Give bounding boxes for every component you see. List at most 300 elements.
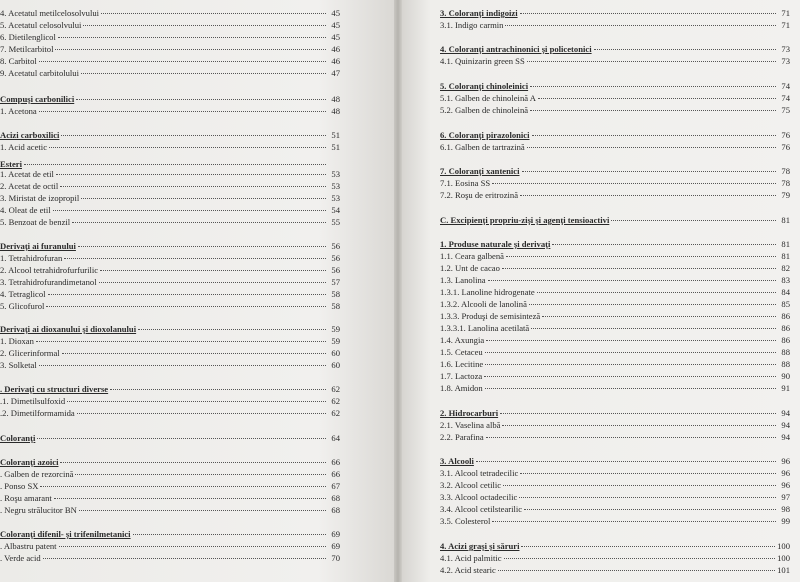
toc-entry (440, 323, 790, 334)
toc-leader-dots (505, 25, 776, 26)
toc-page-number: 56 (331, 253, 340, 263)
toc-leader-dots (504, 558, 776, 559)
toc-leader-dots (500, 413, 776, 414)
right-page (398, 0, 800, 582)
toc-entry (0, 469, 340, 480)
toc-entry-title: 3. Miristat de izopropil (0, 193, 80, 203)
toc-entry (0, 142, 340, 153)
toc-entry-title: .2. Dimetilformamida (0, 408, 75, 418)
toc-leader-dots (24, 164, 326, 165)
toc-page-number: 81 (781, 239, 790, 249)
toc-page-number: 79 (781, 190, 790, 200)
toc-entry (440, 56, 790, 67)
toc-entry-title: . Ponso SX (0, 481, 39, 491)
toc-leader-dots (39, 111, 326, 112)
toc-heading (0, 529, 340, 540)
toc-entry-title: . Derivaţi cu structuri diverse (0, 384, 109, 394)
toc-heading (440, 8, 790, 19)
toc-page-number: 64 (331, 433, 340, 443)
toc-entry-title: . Negru strălucitor BN (0, 505, 77, 515)
toc-page-number: 62 (331, 396, 340, 406)
toc-leader-dots (521, 546, 775, 547)
toc-leader-dots (527, 61, 776, 62)
toc-entry-title: 5. Coloranţi chinoleinici (440, 81, 529, 91)
toc-page-number: 73 (781, 56, 790, 66)
toc-entry-title: Esteri (0, 159, 22, 169)
toc-entry-title: 1.2. Unt de cacao (440, 263, 500, 273)
toc-leader-dots (110, 389, 326, 390)
toc-page-number: 55 (331, 217, 340, 227)
toc-page-number: 51 (331, 130, 340, 140)
toc-leader-dots (476, 461, 776, 462)
toc-page-number: 94 (781, 420, 790, 430)
toc-leader-dots (524, 509, 776, 510)
toc-leader-dots (79, 510, 326, 511)
toc-page-number: 97 (781, 492, 790, 502)
toc-leader-dots (529, 304, 776, 305)
toc-page-number: 45 (331, 32, 340, 42)
toc-entry (0, 481, 340, 492)
toc-entry (0, 336, 340, 347)
toc-page-number: 53 (331, 181, 340, 191)
toc-entry-title: 6.1. Galben de tartrazină (440, 142, 525, 152)
toc-leader-dots (49, 147, 326, 148)
toc-entry-title: 6. Coloranţi pirazolonici (440, 130, 530, 140)
toc-leader-dots (56, 174, 326, 175)
toc-leader-dots (81, 198, 326, 199)
toc-page-number: 98 (781, 504, 790, 514)
toc-heading (0, 433, 340, 444)
toc-entry (440, 287, 790, 298)
toc-page-number: 99 (781, 516, 790, 526)
toc-entry-title: 1. Acetat de etil (0, 169, 54, 179)
toc-page-number: 59 (331, 324, 340, 334)
toc-leader-dots (133, 534, 326, 535)
toc-page-number: 78 (781, 166, 790, 176)
toc-entry (440, 347, 790, 358)
toc-leader-dots (611, 220, 776, 221)
toc-entry-title: 3.5. Colesterol (440, 516, 491, 526)
toc-page-number: 56 (331, 265, 340, 275)
toc-page-number: 86 (781, 335, 790, 345)
toc-leader-dots (60, 462, 326, 463)
toc-page-number: 73 (781, 44, 790, 54)
toc-entry (0, 169, 340, 180)
toc-entry (440, 383, 790, 394)
toc-entry-title: 1.3.2. Alcooli de lanolină (440, 299, 527, 309)
toc-entry-title: Coloranţi difenil- şi trifenilmetanici (0, 529, 131, 539)
toc-page-number: 60 (331, 348, 340, 358)
left-page (0, 0, 398, 582)
toc-heading (440, 81, 790, 92)
toc-heading (0, 241, 340, 252)
toc-leader-dots (594, 49, 776, 50)
toc-leader-dots (492, 183, 776, 184)
toc-leader-dots (520, 473, 776, 474)
toc-entry-title: 3.3. Alcool octadecilic (440, 492, 518, 502)
toc-heading (0, 384, 340, 395)
toc-leader-dots (83, 25, 326, 26)
toc-entry-title: 1.5. Cetaceu (440, 347, 483, 357)
toc-entry-title: 1. Produse naturale şi derivaţi (440, 239, 551, 249)
toc-leader-dots (37, 438, 326, 439)
toc-leader-dots (64, 258, 326, 259)
toc-page-number: 58 (331, 301, 340, 311)
toc-page-number: 45 (331, 8, 340, 18)
toc-leader-dots (48, 294, 326, 295)
toc-entry (440, 93, 790, 104)
toc-leader-dots (81, 73, 326, 74)
toc-entry (440, 359, 790, 370)
toc-entry (0, 505, 340, 516)
toc-entry (0, 348, 340, 359)
toc-leader-dots (522, 171, 777, 172)
toc-entry-title: 4.1. Quinizarin green SS (440, 56, 525, 66)
toc-entry (0, 32, 340, 43)
toc-page-number: 56 (331, 241, 340, 251)
toc-entry-title: 1. Acid acetic (0, 142, 48, 152)
toc-entry-title: 4. Acizi graşi şi săruri (440, 541, 520, 551)
toc-entry-title: Coloranţi (0, 433, 36, 443)
toc-entry-title: 5. Glicofurol (0, 301, 45, 311)
toc-entry (440, 275, 790, 286)
toc-leader-dots (67, 401, 326, 402)
toc-entry (440, 263, 790, 274)
toc-leader-dots (502, 425, 776, 426)
toc-entry-title: 2. Hidrocarburi (440, 408, 499, 418)
toc-page-number: 71 (781, 8, 790, 18)
toc-entry-title: 4.2. Acid stearic (440, 565, 496, 575)
toc-entry (440, 468, 790, 479)
toc-entry (440, 190, 790, 201)
toc-page-number: 62 (331, 384, 340, 394)
toc-entry (0, 493, 340, 504)
toc-page-number: 83 (781, 275, 790, 285)
toc-entry-title: 1. Acetona (0, 106, 37, 116)
toc-entry (440, 335, 790, 346)
toc-entry (0, 217, 340, 228)
toc-entry-title: . Verde acid (0, 553, 41, 563)
toc-entry-title: 7.1. Eosina SS (440, 178, 491, 188)
toc-leader-dots (498, 570, 775, 571)
toc-entry (0, 541, 340, 552)
toc-page-number: 46 (331, 44, 340, 54)
toc-heading (440, 239, 790, 250)
toc-entry-title: . Galben de rezorcină (0, 469, 74, 479)
toc-heading (0, 94, 340, 105)
toc-page-number: 86 (781, 311, 790, 321)
toc-entry-title: 4.1. Acid palmitic (440, 553, 502, 563)
toc-page-number: 74 (781, 81, 790, 91)
toc-entry (440, 311, 790, 322)
toc-leader-dots (485, 352, 776, 353)
toc-page-number: 66 (331, 457, 340, 467)
toc-leader-dots (99, 282, 326, 283)
toc-leader-dots (53, 210, 326, 211)
toc-entry-title: 5. Benzoat de benzil (0, 217, 71, 227)
toc-entry (0, 44, 340, 55)
toc-entry-title: 1.7. Lactoza (440, 371, 483, 381)
toc-entry-title: 1.3.3.1. Lanolina acetilată (440, 323, 530, 333)
toc-page-number: 70 (331, 553, 340, 563)
toc-page-number: 91 (781, 383, 790, 393)
toc-entry-title: 3. Alcooli (440, 456, 474, 466)
toc-entry-title: 3. Solketal (0, 360, 37, 370)
toc-leader-dots (492, 521, 776, 522)
toc-leader-dots (552, 244, 776, 245)
toc-page-number: 51 (331, 142, 340, 152)
toc-entry (0, 181, 340, 192)
toc-leader-dots (538, 98, 776, 99)
toc-leader-dots (488, 280, 776, 281)
toc-page-number: 69 (331, 529, 340, 539)
toc-leader-dots (506, 256, 776, 257)
toc-leader-dots (542, 316, 776, 317)
toc-entry (0, 193, 340, 204)
toc-entry (0, 289, 340, 300)
toc-leader-dots (39, 365, 326, 366)
toc-entry-title: 6. Dietilenglicol (0, 32, 56, 42)
toc-entry (440, 299, 790, 310)
toc-entry (440, 565, 790, 576)
toc-entry-title: 1.6. Lecitine (440, 359, 484, 369)
toc-page-number: 86 (781, 323, 790, 333)
toc-page-number: 76 (781, 130, 790, 140)
toc-page-number: 58 (331, 289, 340, 299)
toc-leader-dots (39, 61, 326, 62)
toc-entry (440, 516, 790, 527)
toc-page-number: 100 (777, 553, 790, 563)
toc-leader-dots (58, 37, 326, 38)
toc-page-number: 88 (781, 347, 790, 357)
toc-entry (0, 253, 340, 264)
toc-entry-title: 1. Dioxan (0, 336, 34, 346)
toc-leader-dots (100, 270, 326, 271)
toc-entry (0, 68, 340, 79)
toc-leader-dots (484, 376, 776, 377)
toc-page-number: 82 (781, 263, 790, 273)
toc-leader-dots (502, 268, 776, 269)
toc-leader-dots (485, 364, 776, 365)
toc-leader-dots (77, 413, 326, 414)
toc-entry-title: 2. Glicerinformal (0, 348, 60, 358)
book-gutter (394, 0, 402, 582)
toc-heading (440, 456, 790, 467)
toc-entry (0, 360, 340, 371)
toc-page-number: 67 (331, 481, 340, 491)
toc-page-number: 53 (331, 169, 340, 179)
toc-page-number: 47 (331, 68, 340, 78)
toc-page-number: 96 (781, 480, 790, 490)
toc-page-number: 84 (781, 287, 790, 297)
toc-leader-dots (519, 497, 776, 498)
toc-heading (440, 166, 790, 177)
toc-page-number: 75 (781, 105, 790, 115)
toc-entry (440, 553, 790, 564)
toc-entry-title: 4. Oleat de etil (0, 205, 51, 215)
toc-entry-title: . Roşu amarant (0, 493, 52, 503)
toc-leader-dots (55, 49, 326, 50)
toc-entry-title: 8. Carbitol (0, 56, 37, 66)
toc-entry-title: 5.2. Galben de chinoleină (440, 105, 529, 115)
toc-page-number: 90 (781, 371, 790, 381)
toc-leader-dots (138, 329, 326, 330)
toc-entry-title: Acizi carboxilici (0, 130, 60, 140)
toc-entry-title: 3.1. Alcool tetradecilic (440, 468, 519, 478)
toc-entry (440, 20, 790, 31)
toc-entry (440, 371, 790, 382)
toc-page-number: 62 (331, 408, 340, 418)
toc-page-number: 60 (331, 360, 340, 370)
toc-entry-title: 4. Acetatul metilcelosolvului (0, 8, 100, 18)
toc-leader-dots (537, 292, 776, 293)
toc-entry-title: 1.3.3. Produşi de semisinteză (440, 311, 541, 321)
toc-entry-title: 1.3. Lanolina (440, 275, 486, 285)
toc-entry (440, 432, 790, 443)
toc-entry-title: 1.1. Ceara galbenă (440, 251, 504, 261)
toc-entry-title: 1.8. Amidon (440, 383, 483, 393)
toc-leader-dots (36, 341, 326, 342)
toc-page-number: 96 (781, 468, 790, 478)
toc-heading (440, 215, 790, 226)
toc-leader-dots (486, 437, 776, 438)
toc-page-number: 69 (331, 541, 340, 551)
toc-page-number: 53 (331, 193, 340, 203)
toc-leader-dots (43, 558, 326, 559)
toc-page-number: 100 (777, 541, 790, 551)
toc-entry-title: Derivaţi ai dioxanului şi dioxolanului (0, 324, 137, 334)
toc-leader-dots (101, 13, 326, 14)
toc-leader-dots (40, 486, 326, 487)
toc-page-number: 76 (781, 142, 790, 152)
toc-entry-title: 5. Acetatul celosolvului (0, 20, 82, 30)
toc-entry-title: 1.4. Axungia (440, 335, 485, 345)
toc-entry-title: 9. Acetatul carbitolului (0, 68, 79, 78)
toc-heading (440, 44, 790, 55)
toc-entry (0, 396, 340, 407)
toc-entry-title: 4. Tetraglicol (0, 289, 46, 299)
toc-leader-dots (531, 328, 776, 329)
toc-entry-title: 3. Coloranţi indigoizi (440, 8, 518, 18)
toc-heading (0, 130, 340, 141)
toc-page-number: 59 (331, 336, 340, 346)
toc-entry-title: 3. Tetrahidrofurandimetanol (0, 277, 97, 287)
toc-leader-dots (46, 306, 326, 307)
toc-heading (440, 408, 790, 419)
toc-page-number: 94 (781, 408, 790, 418)
toc-entry-title: . Albastru patent (0, 541, 57, 551)
toc-leader-dots (61, 135, 326, 136)
toc-leader-dots (60, 186, 326, 187)
toc-entry (0, 8, 340, 19)
toc-entry (440, 480, 790, 491)
toc-leader-dots (59, 546, 326, 547)
toc-page-number: 81 (781, 215, 790, 225)
toc-entry (440, 142, 790, 153)
toc-heading (440, 541, 790, 552)
toc-page-number: 88 (781, 359, 790, 369)
toc-heading (0, 324, 340, 335)
toc-leader-dots (72, 222, 326, 223)
toc-entry (0, 106, 340, 117)
toc-page-number: 74 (781, 93, 790, 103)
toc-entry-title: Coloranţi azoici (0, 457, 59, 467)
toc-leader-dots (54, 498, 326, 499)
toc-leader-dots (75, 474, 326, 475)
toc-leader-dots (527, 147, 776, 148)
toc-entry (0, 20, 340, 31)
toc-page-number: 45 (331, 20, 340, 30)
toc-page-number: 46 (331, 56, 340, 66)
toc-leader-dots (78, 246, 326, 247)
toc-entry-title: 1. Tetrahidrofuran (0, 253, 63, 263)
toc-entry (0, 265, 340, 276)
toc-entry-title: Compuşi carbonilici (0, 94, 75, 104)
toc-entry-title: .1. Dimetilsulfoxid (0, 396, 66, 406)
toc-entry-title: Derivaţi ai furanului (0, 241, 76, 251)
toc-leader-dots (486, 340, 776, 341)
toc-page-number: 54 (331, 205, 340, 215)
toc-entry (0, 277, 340, 288)
toc-page-number: 66 (331, 469, 340, 479)
toc-leader-dots (485, 388, 776, 389)
toc-entry-title: 7. Metilcarbitol (0, 44, 54, 54)
toc-entry-title: C. Excipienţi propriu-zişi şi agenţi tensioactivi (440, 215, 610, 225)
toc-leader-dots (520, 195, 776, 196)
toc-page-number: 85 (781, 299, 790, 309)
toc-heading (0, 457, 340, 468)
toc-entry (0, 553, 340, 564)
toc-leader-dots (76, 99, 326, 100)
toc-page-number: 68 (331, 493, 340, 503)
toc-leader-dots (520, 13, 776, 14)
toc-entry-title: 3.1. Indigo carmin (440, 20, 504, 30)
toc-page-number: 48 (331, 106, 340, 116)
toc-heading (440, 130, 790, 141)
toc-entry-title: 3.4. Alcool cetilstearilic (440, 504, 523, 514)
toc-page-number: 78 (781, 178, 790, 188)
toc-entry-title: 2.2. Parafina (440, 432, 484, 442)
toc-leader-dots (503, 485, 776, 486)
toc-page-number: 68 (331, 505, 340, 515)
toc-entry (0, 301, 340, 312)
toc-page-number: 81 (781, 251, 790, 261)
toc-leader-dots (62, 353, 326, 354)
toc-entry (440, 492, 790, 503)
toc-entry (0, 408, 340, 419)
toc-leader-dots (530, 86, 776, 87)
toc-entry-title: 4. Coloranţi antrachinonici şi policetonici (440, 44, 592, 54)
toc-entry (440, 420, 790, 431)
toc-entry (440, 178, 790, 189)
toc-entry (0, 205, 340, 216)
toc-entry-title: 3.2. Alcool cetilic (440, 480, 502, 490)
toc-leader-dots (532, 135, 776, 136)
toc-page-number: 101 (777, 565, 790, 575)
toc-page-number: 94 (781, 432, 790, 442)
toc-page-number: 71 (781, 20, 790, 30)
toc-entry-title: 1.3.1. Lanoline hidrogenate (440, 287, 535, 297)
toc-entry (440, 504, 790, 515)
toc-entry-title: 2. Alcool tetrahidrofurfurilic (0, 265, 99, 275)
toc-entry-title: 7. Coloranţi xantenici (440, 166, 520, 176)
toc-entry (440, 251, 790, 262)
toc-leader-dots (530, 110, 776, 111)
toc-page-number: 48 (331, 94, 340, 104)
toc-page-number: 57 (331, 277, 340, 287)
toc-page-number: 96 (781, 456, 790, 466)
toc-entry-title: 5.1. Galben de chinoleină A (440, 93, 536, 103)
